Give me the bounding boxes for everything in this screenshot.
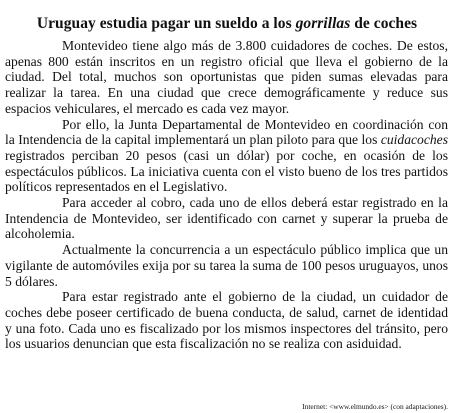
paragraph-1: Montevideo tiene algo más de 3.800 cuidadores de coches. De estos, apenas 800 están inscritos en un registro oficial que lleva el gobierno de la ciudad. Del total, muchos son oportunistas que piden sumas elevadas para realizar la tarea. En una ciudad que crece demográficamente y reduce sus espacios vehiculares, el mercado es cada vez mayor.	[5, 38, 448, 116]
paragraph-3: Para acceder al cobro, cada uno de ellos deberá estar registrado en la Intendencia de Montevideo, ser identificado con carnet y superar la prueba de alcoholemia.	[5, 195, 448, 242]
paragraph-2	[5, 117, 448, 196]
paragraph-5: Para estar registrado ante el gobierno de la ciudad, un cuidador de coches debe poseer certificado de buena conducta, de salud, carnet de identidad y una foto. Cada uno es fiscalizado por los mismos inspectores del tránsito, pero los usuarios denuncian que esta fiscalización no se realiza con asiduidad.	[5, 289, 448, 352]
paragraph-2-start: Por ello, la Junta Departamental de Montevideo en coordinación con la Intendencia de la capital implementará un plan piloto para que los	[5, 116, 448, 148]
paragraph-2-italic-term: cuidacoches	[380, 132, 448, 148]
paragraph-2-end: registrados perciban 20 pesos (casi un dólar) por coche, en ocasión de los espectáculos públicos. La iniciativa cuenta con el visto bueno de los tres partidos políticos representados en el Legislativo.	[5, 147, 448, 195]
paragraph-4: Actualmente la concurrencia a un espectáculo público implica que un vigilante de automóviles exija por su tarea la suma de 100 pesos uruguayos, unos 5 dólares.	[5, 242, 448, 289]
article-title	[0, 14, 454, 34]
title-text-start: Uruguay estudia pagar un sueldo a los	[36, 15, 296, 33]
title-italic-word: gorrillas	[295, 15, 351, 33]
title-text-end: de coches	[350, 15, 418, 33]
source-citation: Internet: <www.elmundo.es> (con adaptaciones).	[302, 402, 448, 411]
article-body	[5, 38, 448, 352]
